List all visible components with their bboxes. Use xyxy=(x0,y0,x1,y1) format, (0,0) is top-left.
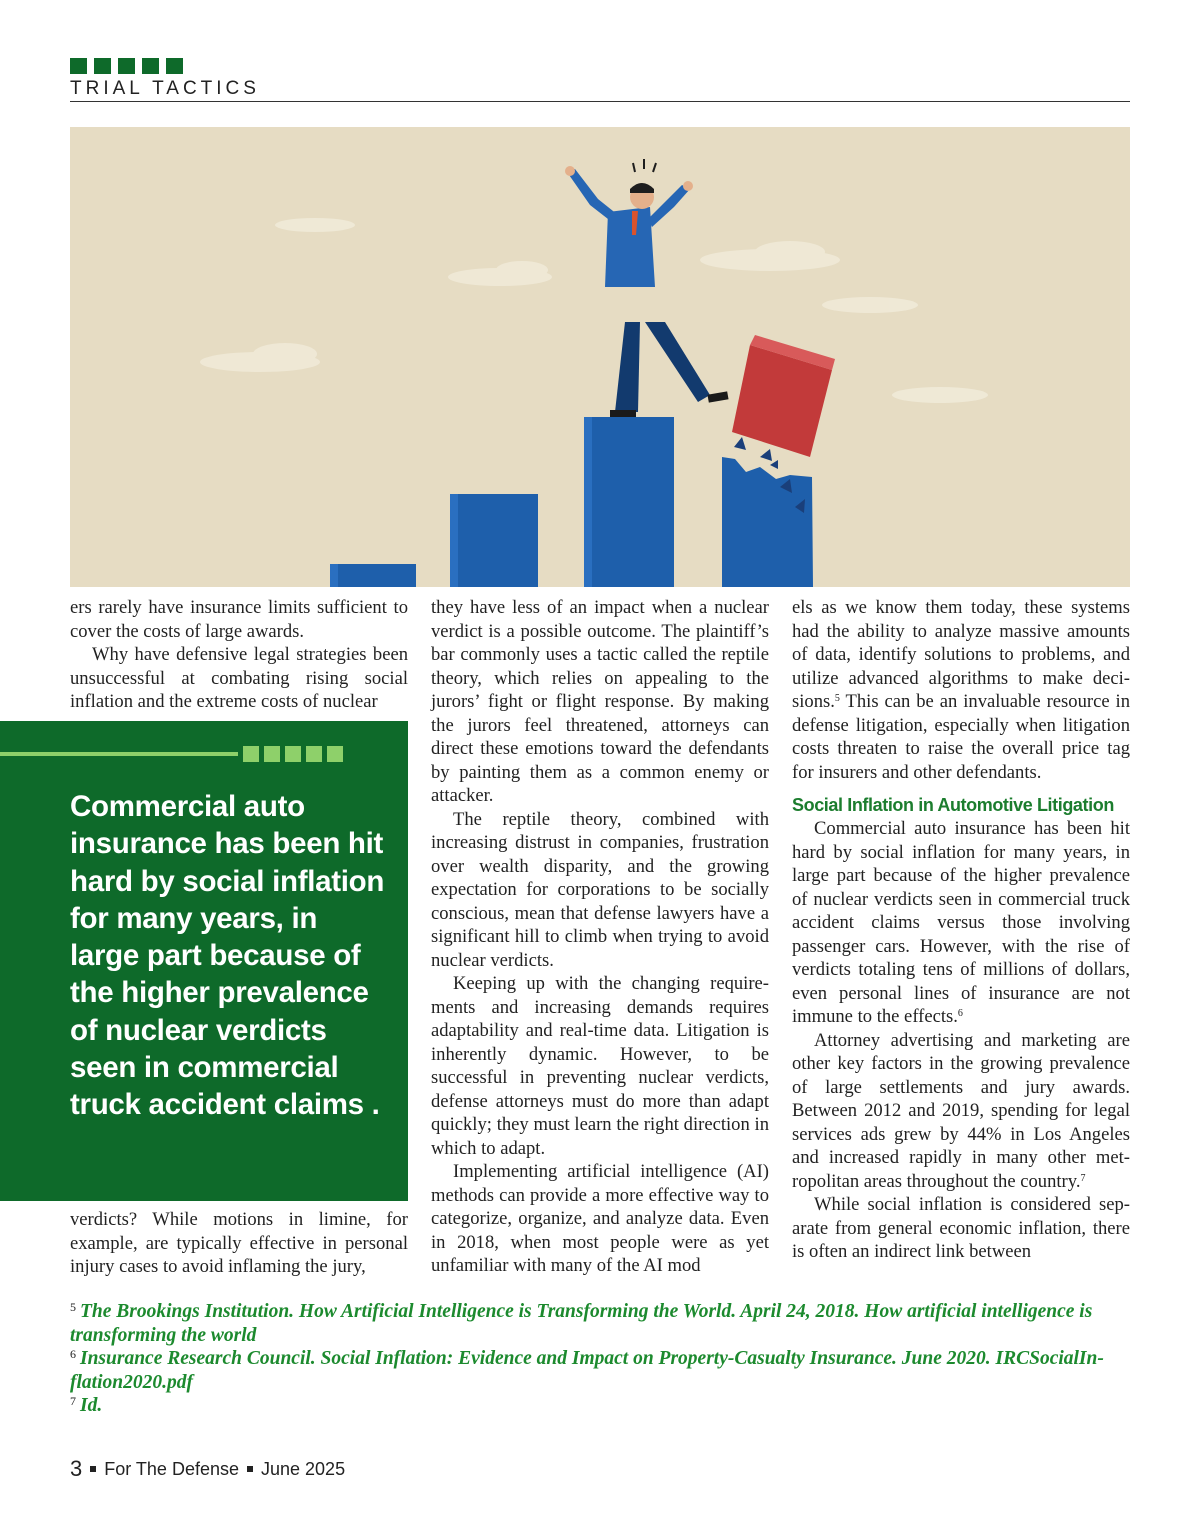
header-rule xyxy=(70,101,1130,102)
footnote-number: 6 xyxy=(70,1347,76,1361)
bar-3 xyxy=(584,417,674,587)
paragraph: verdicts? While motions in limine, for example, are typically effective in personal injury cases to avoid inflaming the jury, xyxy=(70,1209,408,1277)
pull-quote-rule xyxy=(0,752,238,756)
paragraph: ers rarely have insurance limits sufficient to cover the costs of large awards. xyxy=(70,597,408,642)
paragraph: Why have defensive legal strategies been unsuccessful at combating rising social inflation and the extreme costs of nuclear xyxy=(70,644,408,712)
paragraph: Attorney advertising and marketing are other key factors in the growing prevalence of large settlements and jury awards. Between 2012 and 2019, spending for legal services ads grew by 44% in Los Angeles and increased rapidly in many other metropolitan areas throughout the country.$^7$ xyxy=(792,1029,1130,1192)
section-heading: Social Inflation in Automotive Litigation xyxy=(792,795,1114,815)
column-1-bottom xyxy=(70,1208,408,1279)
header-squares-decoration xyxy=(70,58,183,74)
column-1-top xyxy=(70,596,408,714)
businessman-bar-chart-illustration xyxy=(70,127,1130,587)
publication-name: For The Defense xyxy=(104,1458,239,1479)
bar-2 xyxy=(450,494,538,587)
footnote-ref[interactable]: 5 xyxy=(834,693,840,704)
footnote xyxy=(70,1300,1130,1347)
bar-4-broken xyxy=(722,457,813,587)
section-label: TRIAL TACTICS xyxy=(70,78,260,99)
column-2 xyxy=(431,596,769,1278)
paragraph: els as we know them today, these systems had the ability to analyze massive amounts of data, identify solutions to problems, and utilize advanced algorithms to make decisions.$^5$ This can be an invaluable resource in defense litigation, especially when litigation costs threaten to raise the overall price tag for insurers and other defendants. xyxy=(792,597,1130,783)
paragraph: they have less of an impact when a nuclear verdict is a possible outcome. The plaintiff’s bar commonly uses a tactic called the reptile theory, which relies on appealing to the jurors’ fight or flight response. By making the jurors feel threatened, attorneys can direct these emotions toward the defendants by painting them as a common enemy or attacker. xyxy=(431,597,769,806)
footnote-ref[interactable]: 6 xyxy=(957,1008,963,1019)
footnote-ref[interactable]: 7 xyxy=(1080,1172,1086,1184)
paragraph: Keeping up with the changing requirements and increasing demands requires adaptability and real-time data. Litigation is inherently dynamic. However, to be successful in preventing nuclear verdicts, defense attorneys must do more than adapt quickly; they must learn the right direction in which to adapt. xyxy=(431,973,769,1159)
pull-quote-box xyxy=(0,721,408,1201)
footnotes xyxy=(70,1300,1130,1418)
footnote xyxy=(70,1347,1130,1394)
column-3 xyxy=(792,596,1130,1264)
footnote-number: 7 xyxy=(70,1394,76,1408)
page-number: 3 xyxy=(70,1456,83,1481)
paragraph: While social inflation is considered separate from general economic inflation, there is often an indirect link between xyxy=(792,1194,1130,1262)
page-footer xyxy=(70,1456,345,1482)
footnote xyxy=(70,1394,1130,1418)
paragraph: Commercial auto insurance has been hit hard by social inflation for many years, in large part because of the higher prevalence of nuclear verdicts seen in commercial truck accident claims versus those involving passenger cars. However, with the rise of verdicts totaling tens of millions of dollars, even personal lines of insurance are not immune to the effects.$^6$ xyxy=(792,818,1130,1027)
bullet-separator xyxy=(90,1466,96,1472)
footnote-link[interactable]: Insurance Research Council. Social Inflation: Evidence and Impact on Property-Casualty Insurance. June 2020. IRCSocialInflation2020.pdf xyxy=(70,1348,1104,1393)
pull-quote-text: Commercial auto insurance has been hit hard by social inflation for many years, in large part because of the higher prevalence of nuclear verdicts seen in commercial truck accident claims . xyxy=(70,790,385,1122)
footnote-number: 5 xyxy=(70,1300,76,1314)
paragraph: Implementing artificial intelligence (AI) methods can provide a more effective way to categorize, organize, and analyze data. Even in 2018, when most people were as yet unfamiliar with many of the AI mod xyxy=(431,1161,769,1276)
footnote-link[interactable]: Id. xyxy=(80,1395,103,1416)
bar-1 xyxy=(330,564,416,587)
paragraph: The reptile theory, combined with increasing distrust in companies, frustration over wealth disparity, and the growing expectation for corporations to be socially conscious, mean that defense lawyers have a significant hill to climb when trying to avoid nuclear verdicts. xyxy=(431,808,769,971)
bullet-separator xyxy=(247,1466,253,1472)
issue-date: June 2025 xyxy=(261,1458,346,1479)
pull-quote-squares-decoration xyxy=(243,746,343,762)
footnote-link[interactable]: The Brookings Institution. How Artificial Intelligence is Transforming the World. April 24, 2018. How artificial intelligence is transforming the world xyxy=(70,1301,1093,1346)
